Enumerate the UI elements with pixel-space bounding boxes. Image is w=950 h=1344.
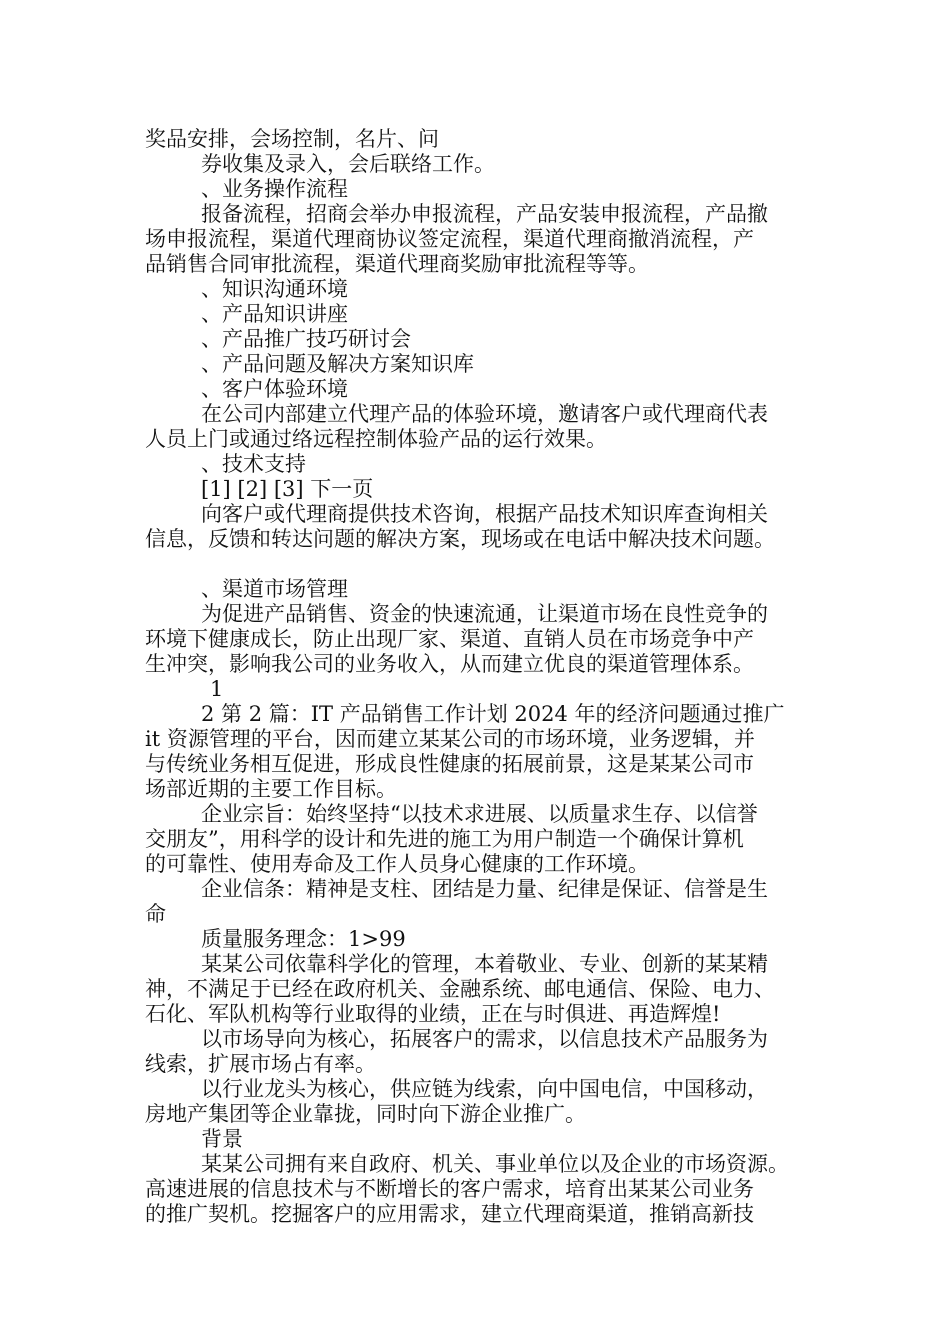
text-line: 某某公司依靠科学化的管理，本着敬业、专业、创新的某某精 — [201, 952, 768, 976]
text-line: 信息，反馈和转达问题的解决方案，现场或在电话中解决技术问题。 — [145, 527, 775, 551]
text-line: 高速进展的信息技术与不断增长的客户需求，培育出某某公司业务 — [145, 1177, 754, 1201]
section-heading: 、产品问题及解决方案知识库 — [201, 352, 474, 376]
text-line: 神，不满足于已经在政府机关、金融系统、邮电通信、保险、电力、 — [145, 977, 775, 1001]
text-line: 的可靠性、使用寿命及工作人员身心健康的工作环境。 — [145, 852, 649, 876]
text-line: 企业宗旨：始终坚持“以技术求进展、以质量求生存、以信誉 — [201, 802, 758, 826]
text-line: 报备流程，招商会举办申报流程，产品安装申报流程，产品撤 — [201, 202, 768, 226]
text-line: 券收集及录入，会后联络工作。 — [201, 152, 495, 176]
page-number: 1 — [210, 677, 224, 701]
text-line: 在公司内部建立代理产品的体验环境，邀请客户或代理商代表 — [201, 402, 768, 426]
section-heading: 、知识沟通环境 — [201, 277, 348, 301]
text-line: 品销售合同审批流程，渠道代理商奖励审批流程等等。 — [145, 252, 649, 276]
text-line: 某某公司拥有来自政府、机关、事业单位以及企业的市场资源。 — [201, 1152, 789, 1176]
text-line: 以行业龙头为核心，供应链为线索，向中国电信，中国移动， — [201, 1077, 768, 1101]
text-line: 石化、军队机构等行业取得的业绩，正在与时俱进、再造辉煌! — [145, 1002, 721, 1026]
section-heading: 、技术支持 — [201, 452, 306, 476]
section-heading: 、产品知识讲座 — [201, 302, 348, 326]
text-line: 与传统业务相互促进，形成良性健康的拓展前景，这是某某公司市 — [145, 752, 754, 776]
text-line: 的推广契机。挖掘客户的应用需求，建立代理商渠道，推销高新技 — [145, 1202, 754, 1226]
section-heading: 、渠道市场管理 — [201, 577, 348, 601]
pagination-links[interactable]: [1] [2] [3] 下一页 — [201, 477, 374, 501]
section-heading: 、业务操作流程 — [201, 177, 348, 201]
text-line: 命 — [145, 902, 166, 926]
text-line: 人员上门或通过络远程控制体验产品的运行效果。 — [145, 427, 607, 451]
text-line: 2 第 2 篇：IT 产品销售工作计划 2024 年的经济问题通过推广 — [201, 702, 785, 726]
text-line: 奖品安排，会场控制，名片、问 — [145, 127, 439, 151]
section-heading: 、客户体验环境 — [201, 377, 348, 401]
section-heading: 、产品推广技巧研讨会 — [201, 327, 411, 351]
text-line: 房地产集团等企业靠拢，同时向下游企业推广。 — [145, 1102, 586, 1126]
text-line: 为促进产品销售、资金的快速流通，让渠道市场在良性竞争的 — [201, 602, 768, 626]
text-line: 场部近期的主要工作目标。 — [145, 777, 397, 801]
text-line: 以市场导向为核心，拓展客户的需求，以信息技术产品服务为 — [201, 1027, 768, 1051]
text-line: 交朋友”，用科学的设计和先进的施工为用户制造一个确保计算机 — [145, 827, 744, 851]
text-line: 线索，扩展市场占有率。 — [145, 1052, 376, 1076]
section-heading: 背景 — [201, 1127, 243, 1151]
text-line: 场申报流程，渠道代理商协议签定流程，渠道代理商撤消流程，产 — [145, 227, 754, 251]
text-line: 生冲突，影响我公司的业务收入，从而建立优良的渠道管理体系。 — [145, 652, 754, 676]
text-line: it 资源管理的平台，因而建立某某公司的市场环境，业务逻辑，并 — [145, 727, 755, 751]
text-line: 环境下健康成长，防止出现厂家、渠道、直销人员在市场竞争中产 — [145, 627, 754, 651]
text-line: 企业信条：精神是支柱、团结是力量、纪律是保证、信誉是生 — [201, 877, 768, 901]
text-line: 向客户或代理商提供技术咨询，根据产品技术知识库查询相关 — [201, 502, 768, 526]
text-line: 质量服务理念：1>99 — [201, 927, 406, 951]
